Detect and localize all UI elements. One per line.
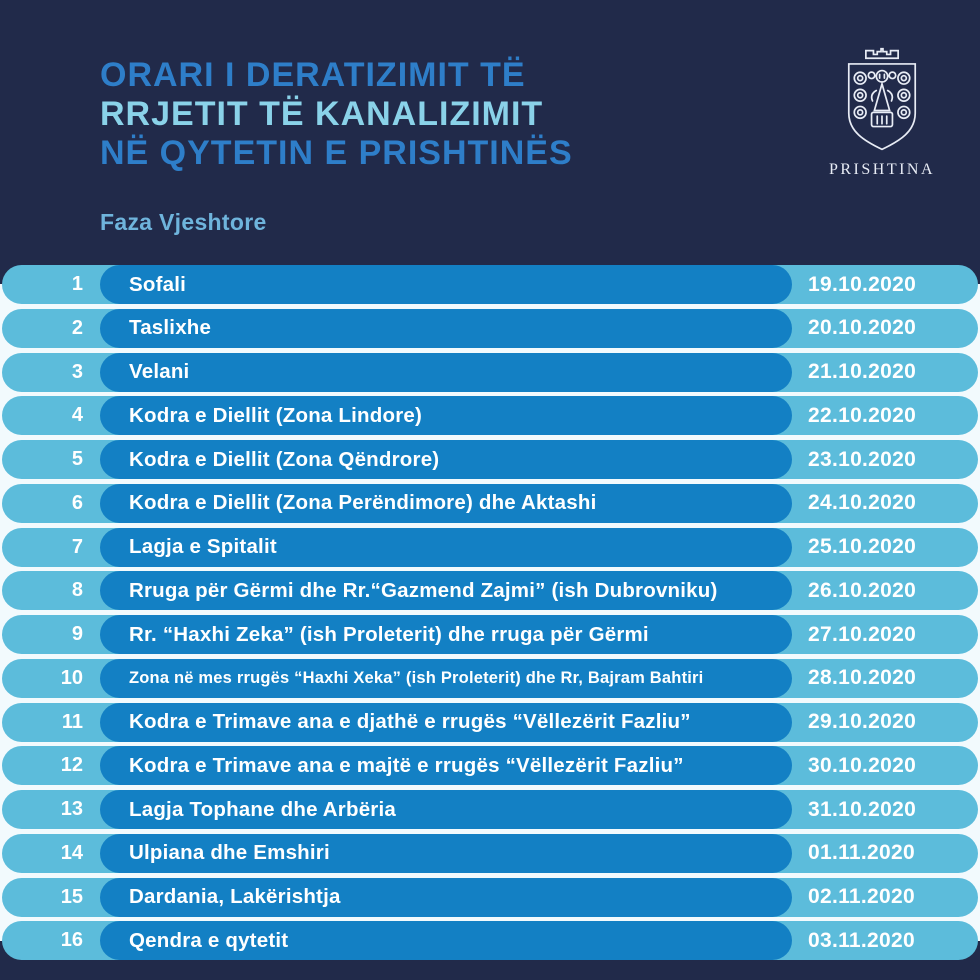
row-date: 24.10.2020 <box>808 491 917 515</box>
row-date: 21.10.2020 <box>808 360 917 383</box>
row-area: Kodra e Diellit (Zona Qëndrore) <box>100 440 792 479</box>
row-number: 5 <box>71 448 83 470</box>
row-area: Ulpiana dhe Emshiri <box>100 834 792 873</box>
row-number: 2 <box>71 316 83 339</box>
row-area: Qendra e qytetit <box>100 921 792 960</box>
row-number: 10 <box>60 666 83 689</box>
row-date: 31.10.2020 <box>808 797 917 821</box>
city-name-label: PRISHTINA <box>828 161 936 178</box>
prishtina-emblem-icon <box>834 44 930 156</box>
row-area: Rr. “Haxhi Zeka” (ish Proleterit) dhe rruga për Gërmi <box>100 615 792 654</box>
schedule-table <box>0 265 980 960</box>
table-row <box>2 265 978 304</box>
row-number: 1 <box>71 273 83 295</box>
row-area: Lagja e Spitalit <box>100 528 792 567</box>
row-area: Zona në mes rrugës “Haxhi Xeka” (ish Proleterit) dhe Rr, Bajram Bahtiri <box>100 659 792 698</box>
row-date: 29.10.2020 <box>808 710 917 733</box>
row-date: 26.10.2020 <box>808 578 917 602</box>
row-number: 3 <box>71 360 83 383</box>
row-number: 8 <box>71 579 83 602</box>
row-date: 30.10.2020 <box>808 753 917 777</box>
row-number: 6 <box>71 491 83 514</box>
row-date: 03.11.2020 <box>808 928 915 952</box>
row-area: Kodra e Diellit (Zona Perëndimore) dhe Aktashi <box>100 484 792 523</box>
row-area: Kodra e Trimave ana e djathë e rrugës “Vëllezërit Fazliu” <box>100 703 792 742</box>
row-number: 11 <box>61 710 83 733</box>
row-date: 22.10.2020 <box>808 403 917 427</box>
table-row <box>2 878 978 917</box>
row-date: 27.10.2020 <box>808 622 917 646</box>
row-area: Lagja Tophane dhe Arbëria <box>100 790 792 829</box>
title-line-3: NË QYTETIN E PRISHTINËS <box>100 134 573 172</box>
row-area: Rruga për Gërmi dhe Rr.“Gazmend Zajmi” (ish Dubrovniku) <box>100 571 792 610</box>
table-row <box>2 440 978 479</box>
table-row <box>2 615 978 654</box>
table-row <box>2 353 978 392</box>
table-row <box>2 484 978 523</box>
row-number: 12 <box>60 754 83 777</box>
row-date: 20.10.2020 <box>808 316 917 340</box>
prishtina-logo <box>820 44 944 179</box>
header <box>0 0 980 265</box>
row-date: 19.10.2020 <box>808 272 917 296</box>
row-area: Sofali <box>100 265 792 304</box>
row-area: Velani <box>100 353 792 392</box>
row-number: 16 <box>60 929 83 952</box>
phase-subtitle: Faza Vjeshtore <box>100 209 267 235</box>
table-row <box>2 571 978 610</box>
row-area: Kodra e Trimave ana e majtë e rrugës “Vëllezërit Fazliu” <box>100 746 792 785</box>
table-row <box>2 528 978 567</box>
row-area: Dardania, Lakërishtja <box>100 878 792 917</box>
row-number: 4 <box>71 404 83 427</box>
title-line-2: RRJETIT TË KANALIZIMIT <box>100 95 544 133</box>
row-number: 13 <box>60 798 83 820</box>
table-row <box>2 746 978 785</box>
table-row <box>2 703 978 742</box>
row-area: Kodra e Diellit (Zona Lindore) <box>100 396 792 435</box>
row-date: 25.10.2020 <box>808 535 917 558</box>
row-number: 14 <box>60 841 83 864</box>
row-area: Taslixhe <box>100 309 792 348</box>
table-row <box>2 790 978 829</box>
row-number: 9 <box>71 623 83 645</box>
table-row <box>2 396 978 435</box>
row-date: 23.10.2020 <box>808 447 917 471</box>
table-row <box>2 921 978 960</box>
row-number: 7 <box>71 535 83 558</box>
row-date: 02.11.2020 <box>808 885 915 908</box>
table-row <box>2 834 978 873</box>
row-date: 28.10.2020 <box>808 666 917 690</box>
row-date: 01.11.2020 <box>808 841 915 865</box>
title-line-1: ORARI I DERATIZIMIT TË <box>100 56 526 94</box>
table-row <box>2 659 978 698</box>
row-number: 15 <box>60 885 83 908</box>
table-row <box>2 309 978 348</box>
